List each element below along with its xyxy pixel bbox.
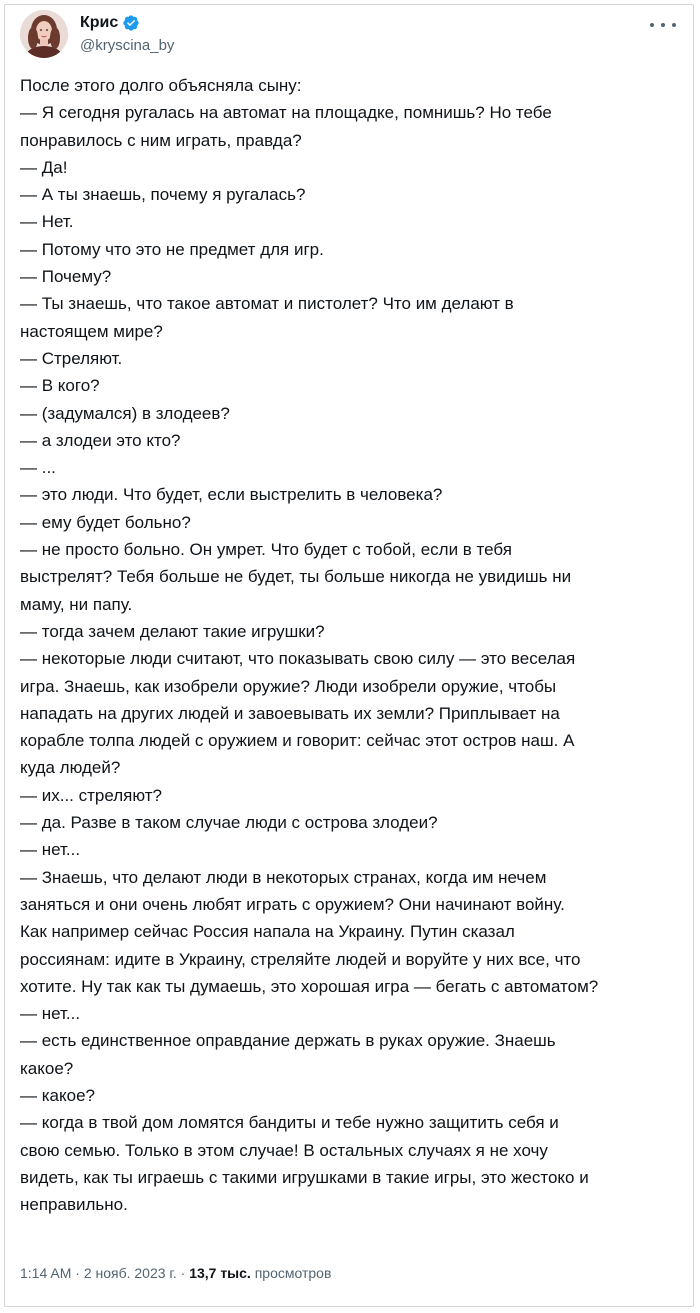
tweet-date[interactable]: 2 нояб. 2023 г.: [83, 1265, 177, 1281]
tweet-meta: [20, 1265, 331, 1281]
verified-badge-icon: [122, 14, 140, 32]
tweet-text-line: — Почему?: [20, 267, 112, 287]
views-label: просмотров: [254, 1265, 332, 1281]
tweet-text-line: — Знаешь, что делают люди в некоторых странах, когда им нечем: [20, 867, 547, 887]
more-dot: [650, 23, 654, 27]
tweet-text-line: понравилось с ним играть, правда?: [20, 130, 302, 150]
tweet-text-line: — есть единственное оправдание держать в руках оружие. Знаешь: [20, 1031, 556, 1051]
tweet-text-line: — Нет.: [20, 212, 74, 232]
tweet-text-line: — а злодеи это кто?: [20, 430, 181, 450]
more-dot: [672, 23, 676, 27]
display-name-row: [80, 12, 174, 34]
tweet-header: [20, 10, 680, 60]
tweet-text-line: — нет...: [20, 1004, 81, 1024]
tweet-text-line: россиянам: идите в Украину, стреляйте людей и воруйте у них все, что: [20, 949, 581, 969]
tweet-text-line: — Ты знаешь, что такое автомат и пистолет? Что им делают в: [20, 294, 514, 314]
tweet-text-line: — какое?: [20, 1085, 95, 1105]
tweet-text-line: — Я сегодня ругалась на автомат на площадке, помнишь? Но тебе: [20, 103, 552, 123]
tweet-text-line: — да. Разве в таком случае люди с острова злодеи?: [20, 813, 438, 833]
tweet-text-line: — тогда зачем делают такие игрушки?: [20, 621, 325, 641]
tweet-text-line: — нет...: [20, 840, 81, 860]
tweet-text-line: — А ты знаешь, почему я ругалась?: [20, 185, 306, 205]
tweet-text-line: — некоторые люди считают, что показывать свою силу — это веселая: [20, 649, 576, 669]
user-block[interactable]: [80, 12, 174, 54]
tweet-text-line: выстрелят? Тебя больше не будет, ты больше никогда не увидишь ни: [20, 567, 572, 587]
meta-separator: ·: [75, 1265, 80, 1281]
more-dot: [661, 23, 665, 27]
tweet-text-line: хотите. Ну так как ты думаешь, это хорошая игра — бегать с автоматом?: [20, 976, 599, 996]
tweet-text-line: — (задумался) в злодеев?: [20, 403, 230, 423]
tweet-text-line: игра. Знаешь, как изобрели оружие? Люди изобрели оружие, чтобы: [20, 676, 557, 696]
tweet-text-line: неправильно.: [20, 1195, 128, 1215]
tweet-text: [20, 72, 680, 1218]
tweet-text-line: видеть, как ты играешь с такими игрушками в такие игры, это жестоко и: [20, 1167, 589, 1187]
tweet-text-line: — это люди. Что будет, если выстрелить в человека?: [20, 485, 443, 505]
tweet-text-line: — ...: [20, 458, 56, 478]
tweet-text-line: маму, ни папу.: [20, 594, 133, 614]
user-handle[interactable]: @kryscina_by: [80, 37, 175, 54]
tweet-text-line: Как например сейчас Россия напала на Украину. Путин сказал: [20, 922, 515, 942]
tweet-text-line: заняться и они очень любят играть с оружием? Они начинают войну.: [20, 894, 565, 914]
tweet-text-line: корабле толпа людей с оружием и говорит: сейчас этот остров наш. А: [20, 731, 575, 751]
tweet-text-line: После этого долго объясняла сыну:: [20, 76, 302, 95]
tweet-text-line: — Потому что это не предмет для игр.: [20, 239, 324, 259]
meta-separator: ·: [180, 1265, 186, 1281]
avatar[interactable]: [20, 10, 68, 58]
views-count: 13,7 тыс.: [189, 1265, 251, 1281]
avatar-photo: [20, 10, 68, 58]
tweet-text-line: — Да!: [20, 157, 68, 177]
tweet-text-line: — Стреляют.: [20, 348, 123, 368]
tweet-text-line: какое?: [20, 1058, 74, 1078]
tweet-text-line: — их... стреляют?: [20, 785, 162, 805]
tweet-text-line: — когда в твой дом ломятся бандиты и тебе нужно защитить себя и: [20, 1113, 559, 1133]
tweet-time[interactable]: 1:14 AM: [20, 1265, 72, 1281]
tweet-text-line: свою семью. Только в этом случае! В остальных случаях я не хочу: [20, 1140, 548, 1160]
tweet-text-line: нападать на других людей и завоевывать их земли? Приплывает на: [20, 703, 560, 723]
tweet-text-line: настоящем мире?: [20, 321, 163, 341]
tweet-text-line: куда людей?: [20, 758, 121, 778]
display-name[interactable]: Крис: [80, 14, 119, 31]
more-options-icon[interactable]: [650, 16, 676, 34]
tweet-text-line: — ему будет больно?: [20, 512, 191, 532]
tweet-text-line: — не просто больно. Он умрет. Что будет с тобой, если в тебя: [20, 540, 512, 560]
tweet-text-line: — В кого?: [20, 376, 100, 396]
